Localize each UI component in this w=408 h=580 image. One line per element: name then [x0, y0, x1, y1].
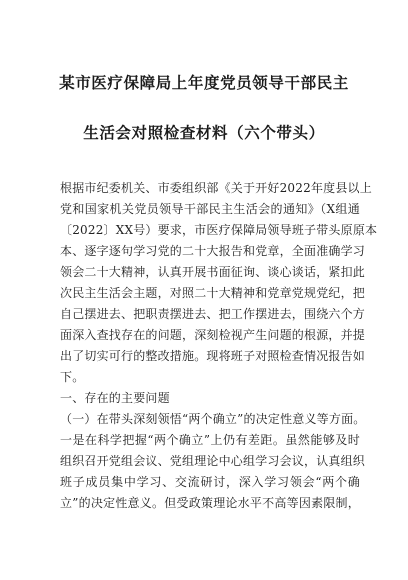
paragraph-1-line: 次民主生活会主题，对照二十大精神和党章党规党纪，把 — [60, 286, 366, 300]
paragraph-1-line: 党和国家机关党员领导干部民主生活会的通知》（X组通 — [60, 202, 360, 216]
document-title-line-1: 某市医疗保障局上年度党员领导干部民主 — [59, 74, 349, 92]
paragraph-1-line: 本、逐字逐句学习党的二十大报告和党章，全面准确学习 — [60, 244, 366, 258]
paragraph-2-line: 一是在科学把握“两个确立”上仍有差距。虽然能够及时 — [60, 433, 360, 447]
section-heading: 一、存在的主要问题 — [60, 391, 170, 405]
subsection-heading: （一）在带头深刻领悟“两个确立”的决定性意义等方面。 — [60, 412, 366, 426]
document-title-line-2: 生活会对照检查材料（六个带头） — [83, 124, 325, 142]
paragraph-2-line: 组织召开党组会议、党组理论中心组学习会议，认真组织 — [60, 454, 366, 468]
paragraph-1-line: 下。 — [60, 370, 85, 384]
paragraph-2-line: 班子成员集中学习、交流研讨，深入学习领会“两个确 — [60, 475, 360, 489]
paragraph-1-line: 根据市纪委机关、市委组织部《关于开好2022年度县以上 — [60, 181, 372, 195]
paragraph-1-line: 自己摆进去、把职责摆进去、把工作摆进去，围绕六个方 — [60, 307, 366, 321]
paragraph-2-line: 立”的决定性意义。但受政策理论水平不高等因素限制， — [60, 496, 360, 510]
paragraph-1-line: 〔2022〕XX号）要求，市医疗保障局领导班子带头原原本 — [60, 223, 378, 237]
paragraph-1-line: 面深入查找存在的问题，深刻检视产生问题的根源，并提 — [60, 328, 366, 342]
paragraph-1-line: 出了切实可行的整改措施。现将班子对照检查情况报告如 — [60, 349, 366, 363]
paragraph-1-line: 领会二十大精神，认真开展书面征询、谈心谈话，紧扣此 — [60, 265, 366, 279]
